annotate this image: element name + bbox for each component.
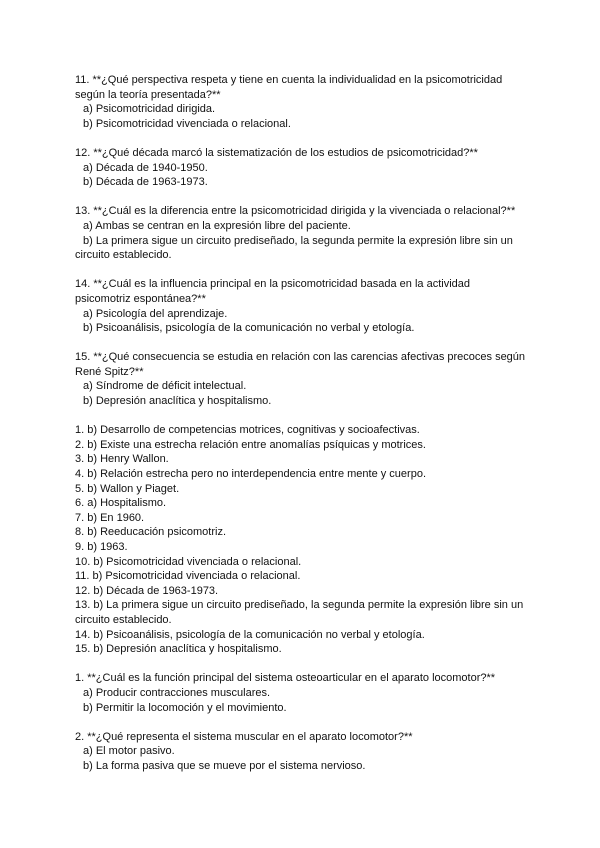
answer-option: a) El motor pasivo. <box>83 745 175 758</box>
question-text: 11. **¿Qué perspectiva respeta y tiene en cuenta la individualidad en la psicomotricidad <box>75 74 503 86</box>
question-block-q2 <box>75 730 540 774</box>
question-text: 13. **¿Cuál es la diferencia entre la psicomotricidad dirigida y la vivenciada o relacional?** <box>75 205 516 218</box>
question-gap <box>75 263 540 278</box>
answer-option: b) La primera sigue un circuito prediseñado, la segunda permite la expresión libre sin un <box>83 234 513 247</box>
question-block-q14 <box>75 277 540 335</box>
question-block-q13 <box>75 204 540 262</box>
answer-key-item: 7. b) En 1960. <box>75 511 145 524</box>
answer-key-item: 9. b) 1963. <box>75 541 128 553</box>
answer-option: a) Síndrome de déficit intelectual. <box>83 380 247 393</box>
answer-option: b) Permitir la locomoción y el movimiento. <box>83 701 287 714</box>
question-text: 2. **¿Qué representa el sistema muscular en el aparato locomotor?** <box>75 730 413 743</box>
question-gap <box>75 131 540 146</box>
answer-key-item: 11. b) Psicomotricidad vivenciada o relacional. <box>75 570 301 583</box>
answer-key-item: 6. a) Hospitalismo. <box>75 497 167 510</box>
answer-key <box>75 423 540 657</box>
answer-option: b) Década de 1963-1973. <box>83 176 208 189</box>
question-text: según la teoría presentada?** <box>75 88 221 101</box>
question-text: psicomotriz espontánea?** <box>75 292 206 305</box>
answer-option: a) Psicología del aprendizaje. <box>83 307 228 320</box>
answer-key-item: 12. b) Década de 1963-1973. <box>75 584 219 597</box>
answer-option: b) Psicomotricidad vivenciada o relacional. <box>83 117 291 130</box>
answer-key-item: 13. b) La primera sigue un circuito prediseñado, la segunda permite la expresión libre sin un <box>75 599 524 612</box>
answer-key-item: 14. b) Psicoanálisis, psicología de la comunicación no verbal y etología. <box>75 628 425 641</box>
answer-key-item: 10. b) Psicomotricidad vivenciada o relacional. <box>75 555 302 568</box>
answer-key-item: 4. b) Relación estrecha pero no interdependencia entre mente y cuerpo. <box>75 468 426 481</box>
question-gap <box>75 715 540 730</box>
answer-key-item: 1. b) Desarrollo de competencias motrices, cognitivas y socioafectivas. <box>75 424 420 437</box>
answer-key-item: 15. b) Depresión anaclítica y hospitalismo. <box>75 643 282 656</box>
question-text: René Spitz?** <box>75 365 144 378</box>
question-block-q1 <box>75 671 540 715</box>
answer-key-item: 2. b) Existe una estrecha relación entre anomalías psíquicas y motrices. <box>75 438 426 451</box>
answer-key-item: 3. b) Henry Wallon. <box>75 453 169 466</box>
question-text: 14. **¿Cuál es la influencia principal en la psicomotricidad basada en la actividad <box>75 278 471 291</box>
questions-section-part-a <box>75 73 540 409</box>
question-text: 12. **¿Qué década marcó la sistematización de los estudios de psicomotricidad?** <box>75 146 478 159</box>
answer-key-item: 8. b) Reeducación psicomotriz. <box>75 526 227 539</box>
question-block-q12 <box>75 146 540 190</box>
answer-key-item: circuito establecido. <box>75 613 172 626</box>
answer-option: a) Ambas se centran en la expresión libre del paciente. <box>83 219 351 232</box>
answer-key-item: 5. b) Wallon y Piaget. <box>75 482 180 495</box>
question-text: 15. **¿Qué consecuencia se estudia en relación con las carencias afectivas precoces según <box>75 351 526 364</box>
answer-option: b) Depresión anaclítica y hospitalismo. <box>83 395 272 408</box>
answer-option: a) Década de 1940-1950. <box>83 161 208 174</box>
questions-section-part-b <box>75 671 540 773</box>
section-gap <box>75 657 540 672</box>
question-block-q15 <box>75 350 540 408</box>
section-gap <box>75 409 540 424</box>
answer-option: a) Producir contracciones musculares. <box>83 686 271 699</box>
answer-option: b) Psicoanálisis, psicología de la comunicación no verbal y etología. <box>83 322 415 335</box>
answer-option: a) Psicomotricidad dirigida. <box>83 103 216 116</box>
question-gap <box>75 336 540 351</box>
question-text: 1. **¿Cuál es la función principal del sistema osteoarticular en el aparato locomotor?** <box>75 672 496 685</box>
question-gap <box>75 190 540 205</box>
answer-option: circuito establecido. <box>75 249 172 262</box>
answer-option: b) La forma pasiva que se mueve por el sistema nervioso. <box>83 759 366 772</box>
question-block-q11 <box>75 73 540 131</box>
